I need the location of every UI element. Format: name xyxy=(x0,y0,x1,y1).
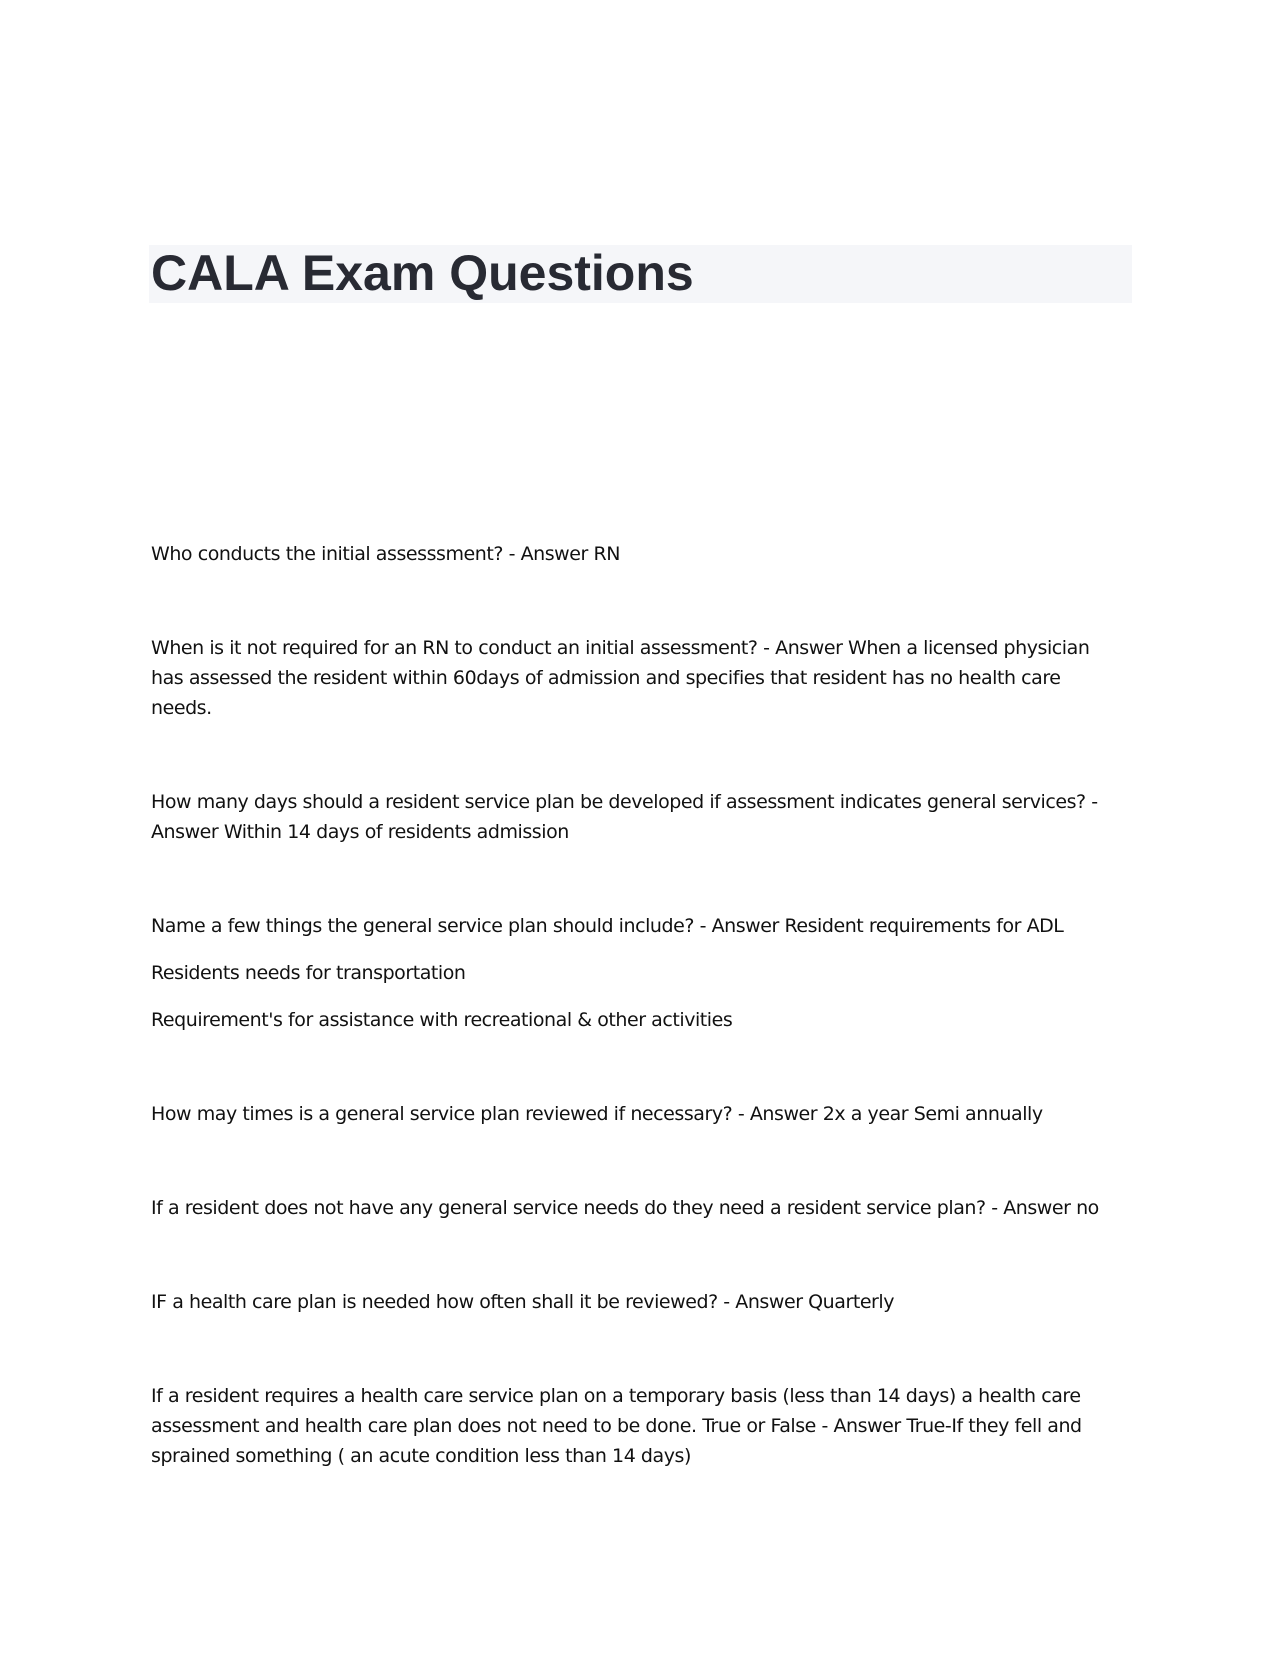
qa-line: How may times is a general service plan reviewed if necessary? - Answer 2x a year Semi annually xyxy=(151,1103,1043,1125)
qa-line: Name a few things the general service plan should include? - Answer Resident requirements for ADL xyxy=(151,915,1064,937)
qa-list xyxy=(151,539,1126,1471)
qa-line: assessment and health care plan does not need to be done. True or False - Answer True-If they fell and xyxy=(151,1415,1082,1437)
qa-item-8 xyxy=(151,1381,1126,1471)
document-title: CALA Exam Questions xyxy=(151,245,694,301)
qa-line: has assessed the resident within 60days of admission and specifies that resident has no health care xyxy=(151,667,1061,689)
qa-item-6 xyxy=(151,1193,1126,1223)
qa-line: When is it not required for an RN to conduct an initial assessment? - Answer When a licensed physician xyxy=(151,637,1090,659)
qa-extra-line: Requirement's for assistance with recreational & other activities xyxy=(151,1009,733,1031)
qa-item-1 xyxy=(151,539,1126,569)
qa-item-2 xyxy=(151,633,1126,723)
qa-item-5 xyxy=(151,1099,1126,1129)
qa-line: If a resident does not have any general service needs do they need a resident service plan? - Answer no xyxy=(151,1197,1099,1219)
qa-line: Who conducts the initial assesssment? - Answer RN xyxy=(151,543,620,565)
qa-line: How many days should a resident service plan be developed if assessment indicates general services? - xyxy=(151,791,1098,813)
qa-extra-line: Residents needs for transportation xyxy=(151,962,466,984)
qa-item-7 xyxy=(151,1287,1126,1317)
qa-line: needs. xyxy=(151,697,212,719)
qa-line: If a resident requires a health care service plan on a temporary basis (less than 14 days) a health care xyxy=(151,1385,1081,1407)
qa-item-4 xyxy=(151,911,1126,1035)
qa-line: sprained something ( an acute condition less than 14 days) xyxy=(151,1445,691,1467)
qa-line: IF a health care plan is needed how often shall it be reviewed? - Answer Quarterly xyxy=(151,1291,895,1313)
qa-line: Answer Within 14 days of residents admission xyxy=(151,821,569,843)
qa-item-3 xyxy=(151,787,1126,847)
